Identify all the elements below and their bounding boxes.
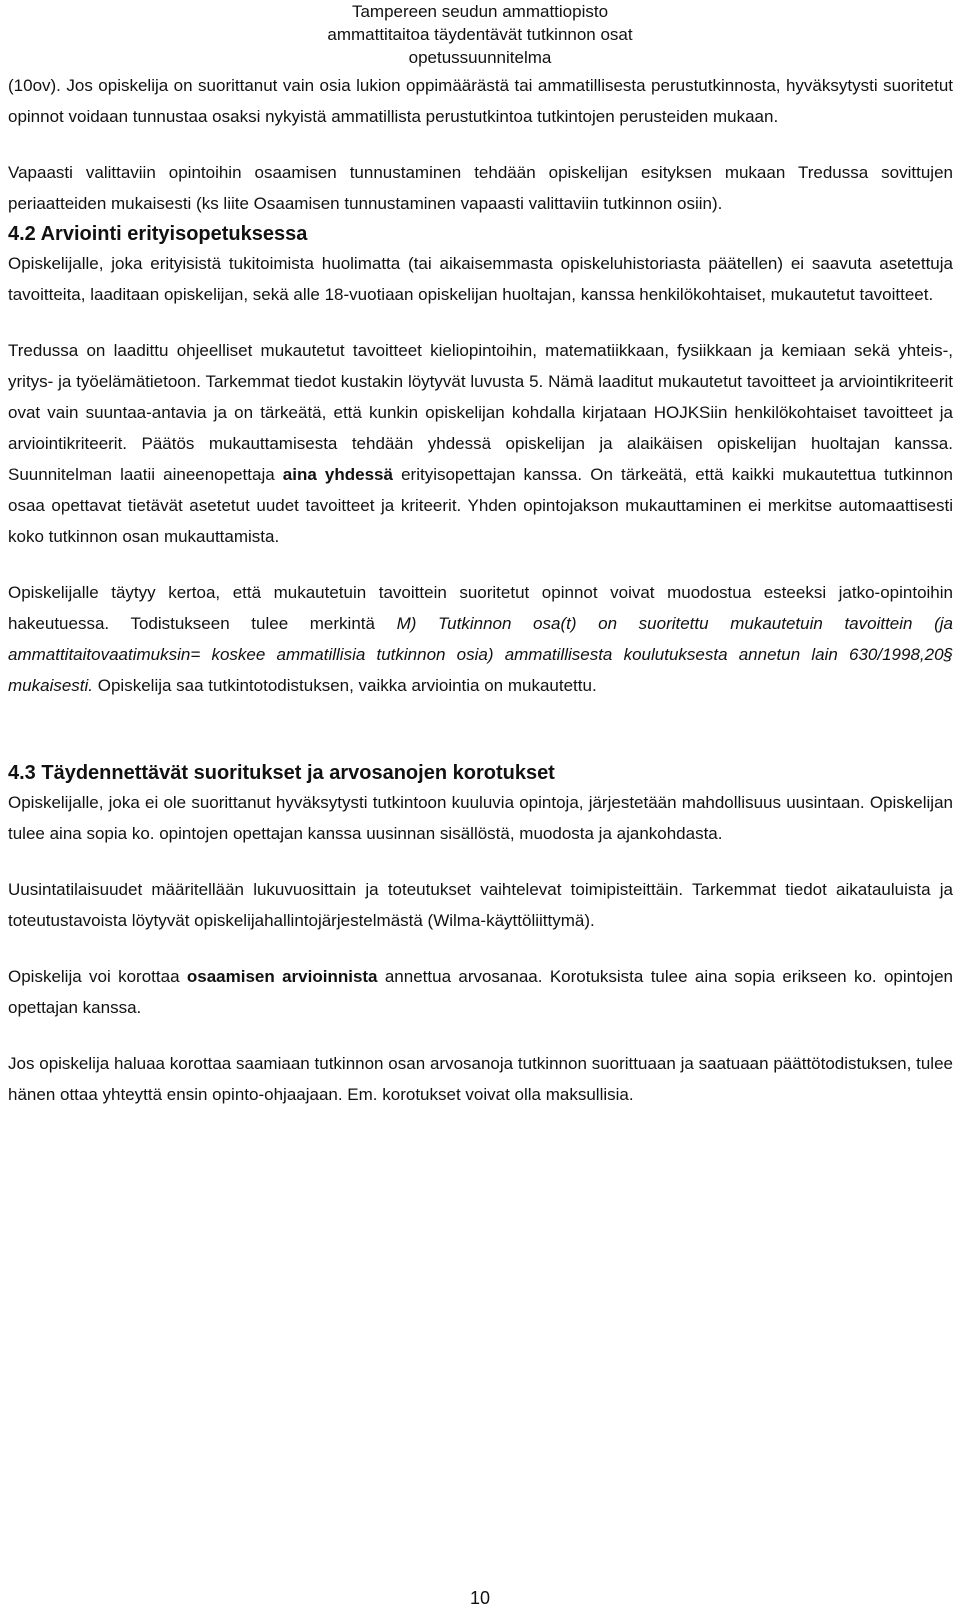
header-subject: ammattitaitoa täydentävät tutkinnon osat <box>327 25 633 44</box>
emphasis-text: aina yhdessä <box>282 465 393 484</box>
paragraph-text: annettua arvosanaa. Korotuksista tulee aina sopia erikseen ko. opintojen opettajan kanssa. <box>8 967 953 1017</box>
paragraph-text: Opiskelijalle täytyy kertoa, että mukautetuin tavoittein suoritetut opinnot voivat muodostua esteeksi jatko-opintoihin hakeutuessa. Todistukseen tulee merkintä <box>8 583 953 633</box>
page-body <box>8 70 953 1135</box>
paragraph-text: Opiskelija voi korottaa <box>8 967 187 986</box>
section-4-3-paragraph-2: Uusintatilaisuudet määritellään lukuvuosittain ja toteutukset vaihtelevat toimipisteittäin. Tarkemmat tiedot aikatauluista ja toteutustavoista löytyvät opiskelijahallintojärjestelmästä (Wilma-käyttöliittymä). <box>8 880 953 930</box>
section-4-3-paragraph-3 <box>8 961 953 1023</box>
section-4-2-paragraph-3 <box>8 577 953 701</box>
section-4-3-heading: 4.3 Täydennettävät suoritukset ja arvosanojen korotukset <box>8 762 555 784</box>
paragraph-text: Opiskelija saa tutkintotodistuksen, vaikka arviointia on mukautettu. <box>93 676 597 695</box>
page-number: 10 <box>469 1588 491 1608</box>
paragraph-text: Tredussa on laadittu ohjeelliset mukautetut tavoitteet kieliopintoihin, matematiikkaan, fysiikkaan ja kemiaan sekä yhteis-, yritys- ja työelämätietoon. Tarkemmat tiedot kustakin löytyvät luvusta 5. Nämä laaditut mukautetut tavoitteet ja arviointikriteerit ovat vain suuntaa-antavia ja on tärkeätä, että kunkin opiskelijan kohdalla kirjataan HOJKSiin henkilökohtaiset tavoitteet ja arviointikriteerit. Päätös mukauttamisesta tehdään yhdessä opiskelijan ja alaikäisen opiskelijan huoltajan kanssa. Suunnitelman laatii aineenopettaja <box>8 341 953 484</box>
header-institution: Tampereen seudun ammattiopisto <box>351 2 609 21</box>
intro-paragraph-2: Vapaasti valittaviin opintoihin osaamisen tunnustaminen tehdään opiskelijan esityksen mukaan Tredussa sovittujen periaatteiden mukaisesti (ks liite Osaamisen tunnustaminen vapaasti valittaviin tutkinnon osiin). <box>8 163 953 213</box>
certificate-note: M) Tutkinnon osa(t) on suoritettu mukautetuin tavoittein (ja ammattitaitovaatimuksin= koskee ammatillisia tutkinnon osia) ammatillisesta koulutuksesta annetun lain 630/1998,20§ mukaisesti. <box>8 614 953 695</box>
section-4-2-paragraph-2 <box>8 335 953 552</box>
page-header <box>0 0 960 69</box>
section-4-3-paragraph-1: Opiskelijalle, joka ei ole suorittanut hyväksytysti tutkintoon kuuluvia opintoja, järjestetään mahdollisuus uusintaan. Opiskelijan tulee aina sopia ko. opintojen opettajan kanssa uusinnan sisällöstä, muodosta ja ajankohdasta. <box>8 793 953 843</box>
emphasis-text: osaamisen arvioinnista <box>186 967 378 986</box>
paragraph-text: erityisopettajan kanssa. On tärkeätä, että kaikki mukautettua tutkinnon osaa opettavat tietävät asetetut uudet tavoitteet ja kriteerit. Yhden opintojakson mukauttaminen ei merkitse automaattisesti koko tutkinnon osan mukauttamista. <box>8 465 954 546</box>
intro-paragraph-1: (10ov). Jos opiskelija on suorittanut vain osia lukion oppimäärästä tai ammatillisesta perustutkinnosta, hyväksytysti suoritetut opinnot voidaan tunnustaa osaksi nykyistä ammatillista perustutkintoa tutkintojen perusteiden mukaan. <box>8 76 953 126</box>
header-doc-type: opetussuunnitelma <box>408 48 552 67</box>
section-4-2-paragraph-1: Opiskelijalle, joka erityisistä tukitoimista huolimatta (tai aikaisemmasta opiskeluhistoriasta päätellen) ei saavuta asetettuja tavoitteita, laaditaan opiskelijan, sekä alle 18-vuotiaan opiskelijan huoltajan, kanssa henkilökohtaiset, mukautetut tavoitteet. <box>8 254 953 304</box>
section-4-2-heading: 4.2 Arviointi erityisopetuksessa <box>8 223 308 245</box>
section-4-3-paragraph-4: Jos opiskelija haluaa korottaa saamiaan tutkinnon osan arvosanoja tutkinnon suorittuaan ja saatuaan päättötodistuksen, tulee hänen ottaa yhteyttä ensin opinto-ohjaajaan. Em. korotukset voivat olla maksullisia. <box>8 1054 953 1104</box>
